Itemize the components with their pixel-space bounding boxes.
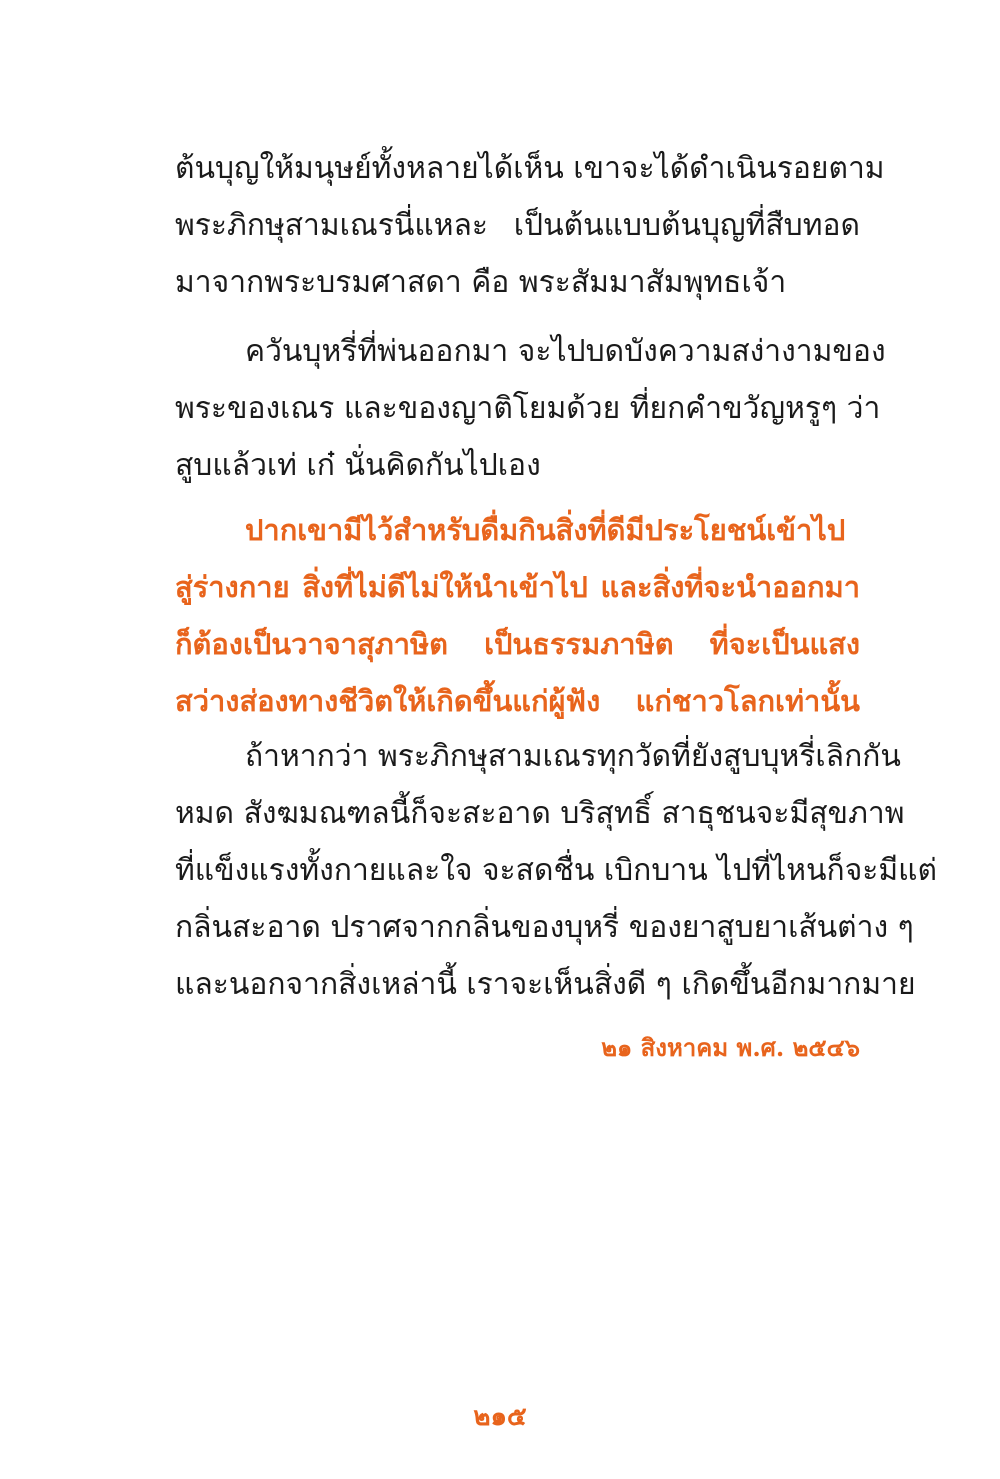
- highlight-line: ก็ต้องเป็นวาจาสุภาษิต เป็นธรรมภาษิต ที่จะเป็นแสง: [175, 627, 860, 661]
- text-line: ต้นบุญให้มนุษย์ทั้งหลายได้เห็น เขาจะได้ดำเนินรอยตาม: [175, 151, 885, 186]
- page-number: ๒๑๕: [473, 1402, 527, 1432]
- highlight-line: ปากเขามีไว้สำหรับดื่มกินสิ่งที่ดีมีประโยชน์เข้าไป: [245, 513, 846, 547]
- text-line: กลิ่นสะอาด ปราศจากกลิ่นของบุหรี่ ของยาสูบยาเส้นต่าง ๆ: [175, 910, 914, 945]
- text-line: มาจากพระบรมศาสดา คือ พระสัมมาสัมพุทธเจ้า: [175, 265, 787, 300]
- text-line: ถ้าหากว่า พระภิกษุสามเณรทุกวัดที่ยังสูบบุหรี่เลิกกัน: [245, 739, 901, 774]
- text-line: ควันบุหรี่ที่พ่นออกมา จะไปบดบังความสง่างามของ: [245, 334, 886, 369]
- text-line: หมด สังฆมณฑลนี้ก็จะสะอาด บริสุทธิ์ สาธุชนจะมีสุขภาพ: [175, 796, 905, 831]
- paragraph-2: [175, 323, 886, 494]
- text-line: พระภิกษุสามเณรนี่แหละ เป็นต้นแบบต้นบุญที่สืบทอด: [175, 208, 860, 243]
- paragraph-1: [175, 140, 885, 311]
- highlight-line: สว่างส่องทางชีวิตให้เกิดขึ้นแก่ผู้ฟัง แก่ชาวโลกเท่านั้น: [175, 684, 860, 718]
- date-line: ๒๑ สิงหาคม พ.ศ. ๒๕๔๖: [601, 1033, 860, 1062]
- highlighted-paragraph: [175, 502, 860, 730]
- highlight-line: สู่ร่างกาย สิ่งที่ไม่ดีไม่ให้นำเข้าไป และสิ่งที่จะนำออกมา: [175, 570, 860, 604]
- text-line: สูบแล้วเท่ เก๋ นั่นคิดกันไปเอง: [175, 448, 541, 483]
- text-line: ที่แข็งแรงทั้งกายและใจ จะสดชื่น เบิกบาน ไปที่ไหนก็จะมีแต่: [175, 853, 937, 888]
- text-line: และนอกจากสิ่งเหล่านี้ เราจะเห็นสิ่งดี ๆ เกิดขึ้นอีกมากมาย: [175, 967, 916, 1002]
- text-line: พระของเณร และของญาติโยมด้วย ที่ยกคำขวัญหรูๆ ว่า: [175, 391, 881, 426]
- paragraph-4: [175, 728, 937, 1013]
